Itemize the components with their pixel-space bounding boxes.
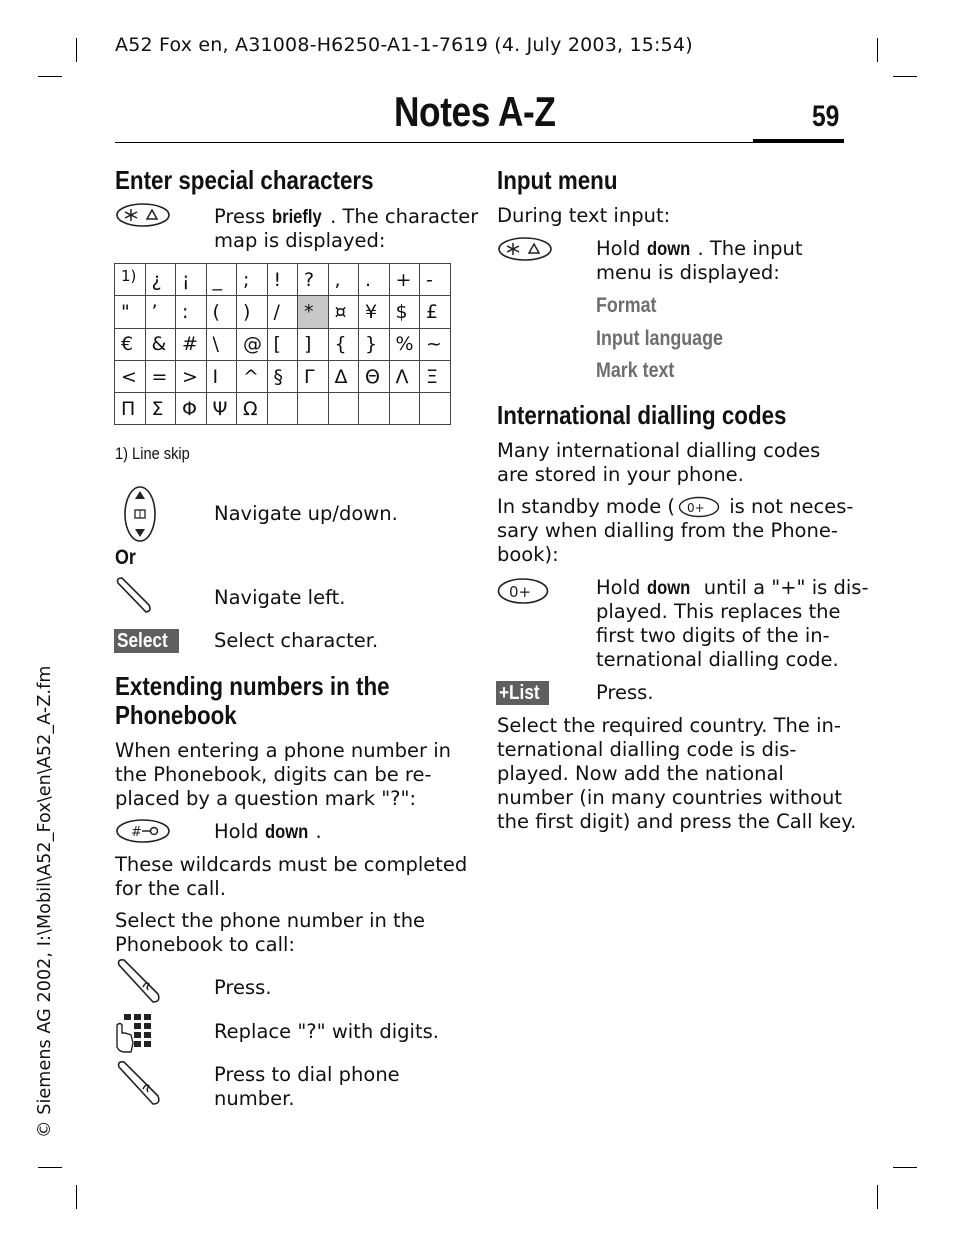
- character-map-cell: +: [389, 264, 420, 296]
- navigate-up-down-text: Navigate up/down.: [214, 502, 398, 525]
- character-map-cell: Δ: [328, 360, 359, 392]
- character-map-cell: ?: [298, 264, 329, 296]
- character-map-cell: [389, 393, 420, 425]
- character-map-cell: Φ: [176, 393, 207, 425]
- vertical-footer: © Siemens AG 2002, I:\Mobil\A52_Fox\en\A52_A-Z.fm: [35, 665, 55, 1138]
- paragraph-line: Select the required country. The in-: [497, 714, 841, 737]
- svg-text:0+: 0+: [509, 583, 532, 601]
- menu-item-input-language[interactable]: Input language: [596, 327, 723, 350]
- character-map-cell: <: [115, 360, 146, 392]
- hold-down-text-line2: menu is displayed:: [596, 261, 780, 284]
- character-map-cell: :: [176, 296, 207, 328]
- character-map-cell: [298, 393, 329, 425]
- character-map-cell: .: [359, 264, 390, 296]
- character-map-cell: Ψ: [206, 393, 237, 425]
- or-label: Or: [115, 546, 136, 569]
- hold-down-text: Hold down until a "+" is dis-: [596, 576, 869, 599]
- character-map-cell: &: [145, 328, 176, 360]
- menu-item-mark-text[interactable]: Mark text: [596, 359, 675, 382]
- document-header: A52 Fox en, A31008-H6250-A1-1-7619 (4. July 2003, 15:54): [115, 34, 693, 56]
- character-map-cell: #: [176, 328, 207, 360]
- hold-down-text: Hold down . The input: [596, 237, 803, 260]
- crop-mark: [76, 1185, 77, 1209]
- character-map-cell: [328, 393, 359, 425]
- press-briefly-text: Press briefly . The character: [214, 205, 479, 228]
- character-map-cell: !: [267, 264, 298, 296]
- heading-input-menu: Input menu: [497, 165, 618, 195]
- navigate-left-key-icon: [113, 575, 155, 615]
- character-map-cell: Λ: [389, 360, 420, 392]
- keypad-icon: [113, 1013, 153, 1053]
- press-text: Press.: [596, 681, 654, 704]
- character-map-cell: ^: [237, 360, 268, 392]
- crop-mark: [877, 38, 878, 62]
- character-map-cell: ;: [237, 264, 268, 296]
- replace-digits-text: Replace "?" with digits.: [214, 1020, 439, 1043]
- press-text: Press.: [214, 976, 272, 999]
- navigate-left-text: Navigate left.: [214, 586, 346, 609]
- crop-mark: [893, 1167, 917, 1168]
- hold-down-text: Hold down .: [214, 820, 322, 843]
- character-map-cell: Ξ: [420, 360, 451, 392]
- paragraph-line: the first digit) and press the Call key.: [497, 810, 857, 833]
- character-map-row: [115, 328, 451, 360]
- paragraph-line: first two digits of the in-: [596, 624, 830, 647]
- svg-text:#: #: [131, 825, 142, 840]
- during-text-input: During text input:: [497, 204, 671, 227]
- paragraph-line: These wildcards must be completed: [115, 853, 468, 876]
- crop-mark: [38, 1167, 62, 1168]
- menu-item-format[interactable]: Format: [596, 294, 657, 317]
- star-key-icon: [115, 202, 171, 228]
- character-map-cell: -: [420, 264, 451, 296]
- svg-text:0+: 0+: [687, 501, 705, 515]
- select-character-text: Select character.: [214, 629, 379, 652]
- page-title: Notes A-Z: [394, 88, 556, 135]
- character-map-row: [115, 360, 451, 392]
- character-map-cell: _: [206, 264, 237, 296]
- paragraph-line: ternational dialling code is dis-: [497, 738, 797, 761]
- character-map-cell: 1): [115, 264, 146, 296]
- character-map-cell: {: [328, 328, 359, 360]
- paragraph-line: When entering a phone number in: [115, 739, 452, 762]
- footnote-line-skip: 1) Line skip: [115, 444, 190, 463]
- zero-plus-key-icon: [497, 577, 549, 605]
- zero-plus-key-icon: [678, 496, 720, 518]
- character-map-cell: Γ: [298, 360, 329, 392]
- heading-extending-numbers-line2: Phonebook: [115, 700, 237, 730]
- paragraph-line: Many international dialling codes: [497, 439, 821, 462]
- character-map-cell: Π: [115, 393, 146, 425]
- character-map-cell: [359, 393, 390, 425]
- paragraph-line: Phonebook to call:: [115, 933, 295, 956]
- paragraph-line: ternational dialling code.: [596, 648, 839, 671]
- character-map-cell: [420, 393, 451, 425]
- paragraph-line: In standby mode ( 0+ is not neces-: [497, 495, 854, 518]
- paragraph-line: played. Now add the national: [497, 762, 784, 785]
- character-map-cell: ¡: [176, 264, 207, 296]
- paragraph-line: played. This replaces the: [596, 600, 841, 623]
- crop-mark: [877, 1185, 878, 1209]
- character-map-cell: ]: [298, 328, 329, 360]
- character-map-row: [115, 393, 451, 425]
- character-map-table: [114, 263, 451, 425]
- press-to-dial-text-line2: number.: [214, 1087, 295, 1110]
- crop-mark: [38, 76, 62, 77]
- call-key-icon: [113, 956, 165, 1006]
- character-map-cell: Θ: [359, 360, 390, 392]
- navigation-key-up-down-icon: [122, 485, 158, 543]
- character-map-row: [115, 296, 451, 328]
- character-map-cell: ¥: [359, 296, 390, 328]
- character-map-cell: [267, 393, 298, 425]
- character-map-cell: ’: [145, 296, 176, 328]
- list-softkey[interactable]: +List: [496, 681, 549, 705]
- character-map-cell: I: [206, 360, 237, 392]
- press-to-dial-text: Press to dial phone: [214, 1063, 400, 1086]
- character-map-cell: Σ: [145, 393, 176, 425]
- character-map-cell: §: [267, 360, 298, 392]
- hash-key-icon: [115, 818, 171, 844]
- character-map-cell: [: [267, 328, 298, 360]
- page-number-rule: [753, 139, 844, 143]
- character-map-cell: ": [115, 296, 146, 328]
- character-map-cell: =: [145, 360, 176, 392]
- character-map-cell: ~: [420, 328, 451, 360]
- paragraph-line: the Phonebook, digits can be re-: [115, 763, 432, 786]
- heading-extending-numbers: Extending numbers in the: [115, 671, 390, 701]
- character-map-cell: *: [298, 296, 329, 328]
- character-map-row: [115, 264, 451, 296]
- character-map-cell: ¿: [145, 264, 176, 296]
- star-key-icon: [497, 236, 553, 262]
- heading-international-dialling: International dialling codes: [497, 400, 787, 430]
- page-number: 59: [812, 100, 840, 133]
- paragraph-line: placed by a question mark "?":: [115, 787, 417, 810]
- character-map-cell: >: [176, 360, 207, 392]
- title-rule: [115, 142, 844, 143]
- paragraph-line: sary when dialling from the Phone-: [497, 519, 838, 542]
- character-map-cell: €: [115, 328, 146, 360]
- character-map-cell: ,: [328, 264, 359, 296]
- character-map-cell: ¤: [328, 296, 359, 328]
- character-map-cell: Ω: [237, 393, 268, 425]
- character-map-cell: %: [389, 328, 420, 360]
- heading-special-characters: Enter special characters: [115, 165, 374, 195]
- character-map-cell: /: [267, 296, 298, 328]
- character-map-cell: }: [359, 328, 390, 360]
- paragraph-line: Select the phone number in the: [115, 909, 426, 932]
- paragraph-line: number (in many countries without: [497, 786, 843, 809]
- paragraph-line: for the call.: [115, 877, 226, 900]
- character-map-cell: $: [389, 296, 420, 328]
- character-map-cell: \: [206, 328, 237, 360]
- call-key-icon: [113, 1058, 165, 1108]
- select-softkey[interactable]: Select: [114, 629, 179, 653]
- paragraph-line: book):: [497, 543, 559, 566]
- paragraph-line: are stored in your phone.: [497, 463, 744, 486]
- press-briefly-text-line2: map is displayed:: [214, 229, 386, 252]
- crop-mark: [76, 38, 77, 62]
- character-map-cell: ): [237, 296, 268, 328]
- character-map-cell: @: [237, 328, 268, 360]
- crop-mark: [893, 76, 917, 77]
- character-map-cell: (: [206, 296, 237, 328]
- character-map-cell: £: [420, 296, 451, 328]
